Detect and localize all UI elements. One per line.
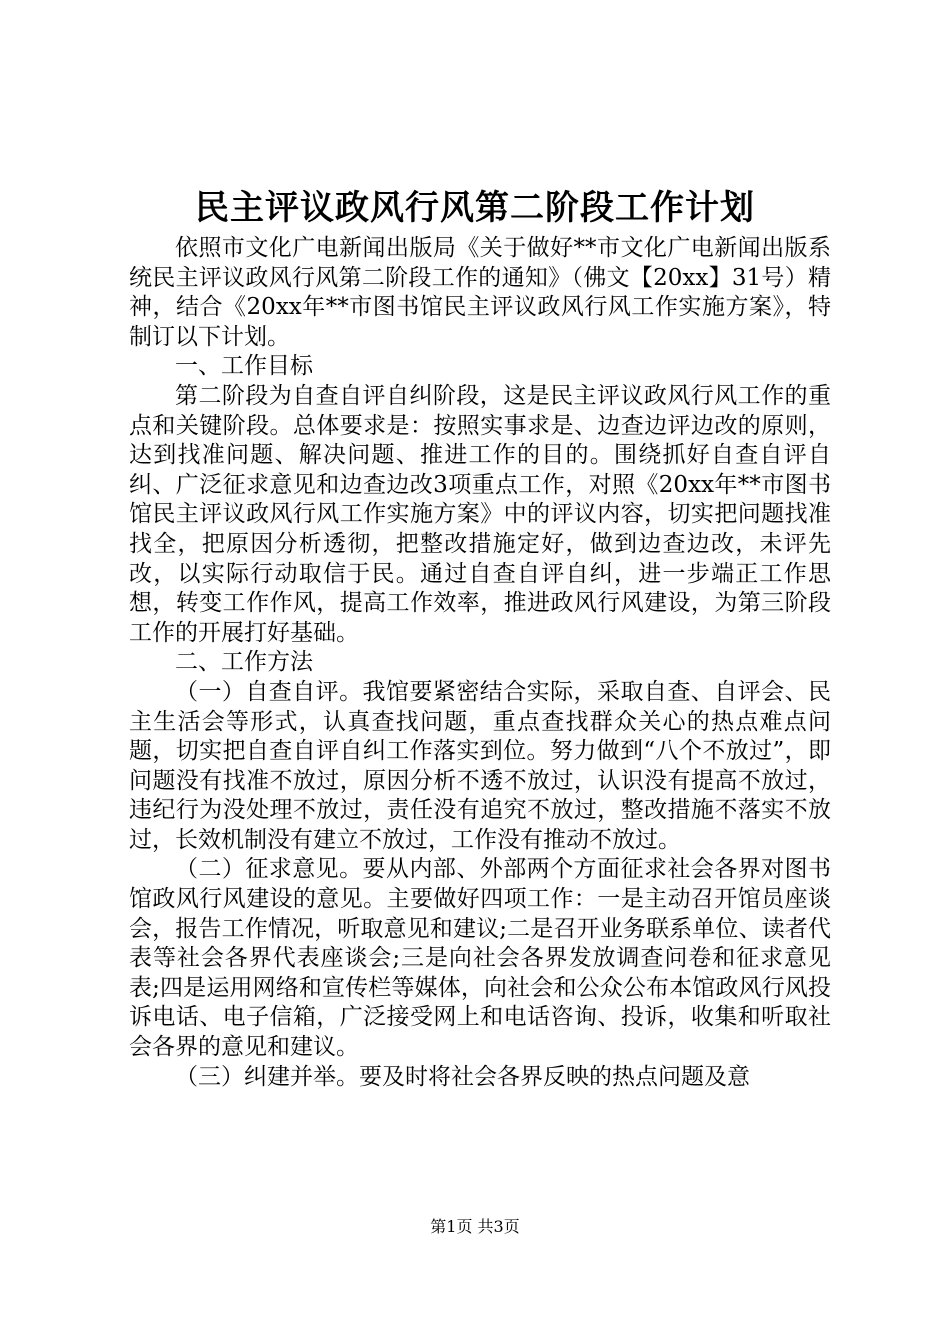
document-body bbox=[129, 234, 831, 1092]
section-heading-goals: 一、工作目标 bbox=[175, 353, 313, 380]
method-correction-paragraph: （三）纠建并举。要及时将社会各界反映的热点问题及意 bbox=[175, 1063, 750, 1090]
page-footer: 第1页 共3页 bbox=[430, 1217, 520, 1236]
document-title: 民主评议政风行风第二阶段工作计划 bbox=[195, 188, 755, 228]
intro-paragraph: 依照市文化广电新闻出版局《关于做好**市文化广电新闻出版系统民主评议政风行风第二阶段工作的通知》（佛文【20xx】31号）精神，结合《20xx年**市图书馆民主评议政风行风工作实施方案》，特制订以下计划。 bbox=[129, 235, 831, 350]
method-self-review-paragraph: （一）自查自评。我馆要紧密结合实际，采取自查、自评会、民主生活会等形式，认真查找问题，重点查找群众关心的热点难点问题，切实把自查自评自纠工作落实到位。努力做到“八个不放过”，即问题没有找准不放过，原因分析不透不放过，认识没有提高不放过，违纪行为没处理不放过，责任没有追究不放过，整改措施不落实不放过，长效机制没有建立不放过，工作没有推动不放过。 bbox=[129, 678, 831, 853]
method-feedback-paragraph: （二）征求意见。要从内部、外部两个方面征求社会各界对图书馆政风行风建设的意见。主要做好四项工作：一是主动召开馆员座谈会，报告工作情况，听取意见和建议;二是召开业务联系单位、读者代表等社会各界代表座谈会;三是向社会各界发放调查问卷和征求意见表;四是运用网络和宣传栏等媒体，向社会和公众公布本馆政风行风投诉电话、电子信箱，广泛接受网上和电话咨询、投诉，收集和听取社会各界的意见和建议。 bbox=[129, 856, 831, 1061]
section-heading-methods: 二、工作方法 bbox=[175, 649, 313, 676]
goals-paragraph: 第二阶段为自查自评自纠阶段，这是民主评议政风行风工作的重点和关键阶段。总体要求是：按照实事求是、边查边评边改的原则，达到找准问题、解决问题、推进工作的目的。围绕抓好自查自评自纠、广泛征求意见和边查边改3项重点工作，对照《20xx年**市图书馆民主评议政风行风工作实施方案》中的评议内容，切实把问题找准找全，把原因分析透彻，把整改措施定好，做到边查边改，未评先改，以实际行动取信于民。通过自查自评自纠，进一步端正工作思想，转变工作作风，提高工作效率，推进政风行风建设，为第三阶段工作的开展打好基础。 bbox=[129, 382, 831, 646]
